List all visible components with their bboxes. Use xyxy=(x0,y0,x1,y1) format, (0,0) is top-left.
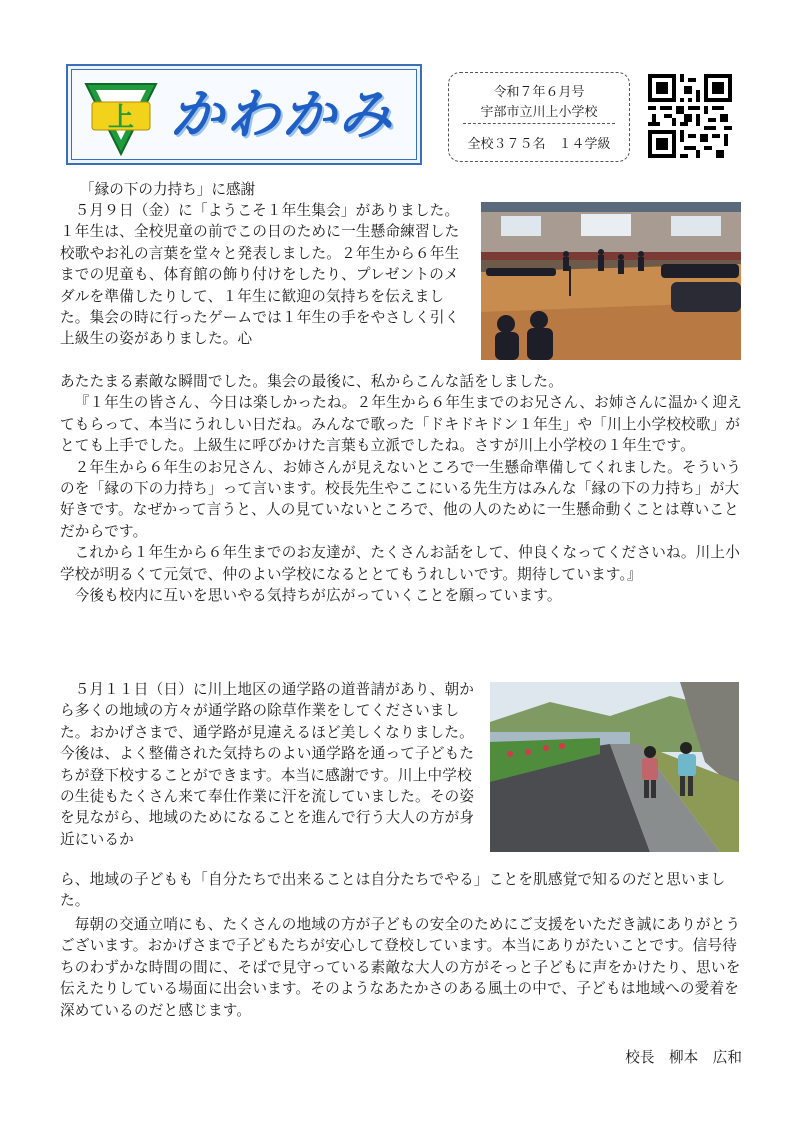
article3-body xyxy=(60,914,746,1021)
paragraph: ２年生から６年生のお兄さん、お姉さんが見えないところで一生懸命準備してくれました。そういうのを「縁の下の力持ち」って言います。校長先生やここにいる先生方はみんな「縁の下の力持ち」が大好きです。なぜかって言うと、人の見ていないところで、他の人のために一生懸命動くことは尊いことだからです。 xyxy=(60,458,742,540)
info-divider xyxy=(463,123,615,124)
paragraph: ら、地域の子どもも「自分たちで出来ることは自分たちでやる」ことを肌感覚で知るのだと思いました。 xyxy=(60,871,726,910)
paragraph: 『１年生の皆さん、今日は楽しかったね。２年生から６年生までのお兄さん、お姉さんに温かく迎えてもらって、本当にうれしい日だね。みんなで歌った「ドキドキドン１年生」や「川上小学校校歌」がとても上手でした。上級生に呼びかけた言葉も立派でしたね。さすが川上小学校の１年生です。 xyxy=(60,394,743,455)
masthead xyxy=(66,64,422,165)
masthead-frame xyxy=(71,69,417,160)
paragraph: 毎朝の交通立哨にも、たくさんの地域の方が子どもの安全のためにご支援をいただき誠にありがとうございます。おかげさまで子どもたちが安心して登校しています。本当にありがたいことです。信号待ちのわずかな時間の間に、そばで見守っている素敵な大人の方がそっと子どもに声をかけたり、思いを伝えたりしている場面に出会います。そのようなあたかさのある風土の中で、子どもは地域への愛着を深めているのだと感じます。 xyxy=(60,916,741,1019)
newsletter-title: かわかみ xyxy=(170,83,394,146)
issue-info-box xyxy=(448,72,630,162)
school-name: 宇部市立川上小学校 xyxy=(480,105,598,120)
paragraph: これから１年生から６年生までのお友達が、たくさんお話をして、仲良くなってくださいね。川上小学校が明るくて元気で、仲のよい学校になるととてもうれしいです。期待しています。』 xyxy=(60,544,741,583)
gym-assembly-photo xyxy=(481,202,741,360)
article1-body xyxy=(60,371,746,606)
article1-intro xyxy=(60,200,472,350)
school-route-photo xyxy=(490,682,739,852)
emblem-char: 上 xyxy=(107,103,135,133)
issue-date: 令和７年６月号 xyxy=(493,85,585,100)
article-heading: 「縁の下の力持ち」に感謝 xyxy=(80,181,256,198)
paragraph: 今後も校内に互いを思いやる気持ちが広がっていくことを願っています。 xyxy=(74,587,562,605)
paragraph: ５月１１日（日）に川上地区の通学路の道普請があり、朝から多くの地域の方々が通学路の除草作業をしてくださいました。おかげさまで、通学路が見違えるほど美しくなりました。今後は、よく整備された気持ちのよい通学路を通って子どもたちが登下校することができます。本当に感謝です。川上中学校の生徒もたくさん来て奉仕作業に汗を流していました。その姿を見ながら、地域のためになることを進んで行う大人の方が身近にいるか xyxy=(60,681,475,848)
enrollment-info: 全校３７５名 １４学級 xyxy=(467,137,611,152)
article2-intro xyxy=(60,679,480,850)
paragraph: ５月９日（金）に「ようこそ１年生集会」がありました。１年生は、全校児童の前でこの日のために一生懸命練習した校歌やお礼の言葉を堂々と発表しました。２年生から６年生までの児童も、体育館の飾り付けをしたり、プレゼントのメダルを準備したりして、１年生に歓迎の気持ちを伝えました。集会の時に行ったゲームでは１年生の手をやさしく引く上級生の姿がありました。心 xyxy=(60,202,460,348)
school-emblem-icon xyxy=(82,78,160,158)
paragraph: あたたまる素敵な瞬間でした。集会の最後に、私からこんな話をしました。 xyxy=(60,373,563,390)
principal-signature: 校長 柳本 広和 xyxy=(625,1049,742,1066)
article2-body xyxy=(60,869,746,912)
qr-code-icon[interactable] xyxy=(648,74,732,158)
